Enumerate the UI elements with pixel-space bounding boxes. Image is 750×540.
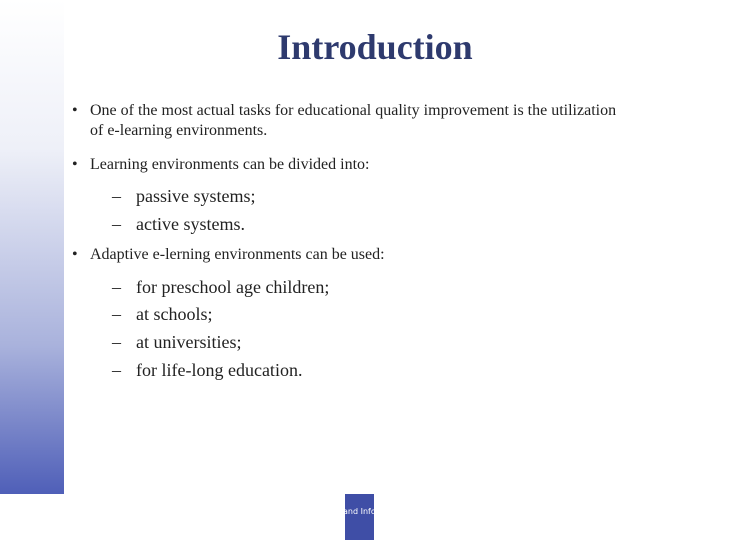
- dash-marker: –: [112, 360, 121, 380]
- sub-item-text: at schools;: [136, 304, 213, 324]
- dash-marker: –: [112, 214, 121, 234]
- sub-item-text: for life-long education.: [136, 360, 303, 380]
- bullet-text: One of the most actual tasks for educational quality improvement is the utilization of e-learning environments.: [90, 102, 617, 139]
- sub-item-text: at universities;: [136, 332, 242, 352]
- bullet-text: Adaptive e-lerning environments can be used:: [90, 246, 385, 263]
- dash-marker: –: [112, 186, 121, 206]
- bullet-marker: •: [72, 156, 78, 173]
- sub-item-text: for preschool age children;: [136, 277, 330, 297]
- sub-item-text: active systems.: [136, 214, 245, 234]
- dash-marker: –: [112, 304, 121, 324]
- bullet-text: Learning environments can be divided into:: [90, 156, 370, 173]
- dash-marker: –: [112, 277, 121, 297]
- slide-title: Introduction: [277, 27, 473, 67]
- sub-item-text: passive systems;: [136, 186, 256, 206]
- decorative-sidebar: [0, 0, 64, 494]
- footer-text: and Info: [343, 507, 376, 516]
- dash-marker: –: [112, 332, 121, 352]
- footer-logo-box: [345, 494, 374, 540]
- bullet-marker: •: [72, 246, 78, 263]
- bullet-marker: •: [72, 102, 78, 119]
